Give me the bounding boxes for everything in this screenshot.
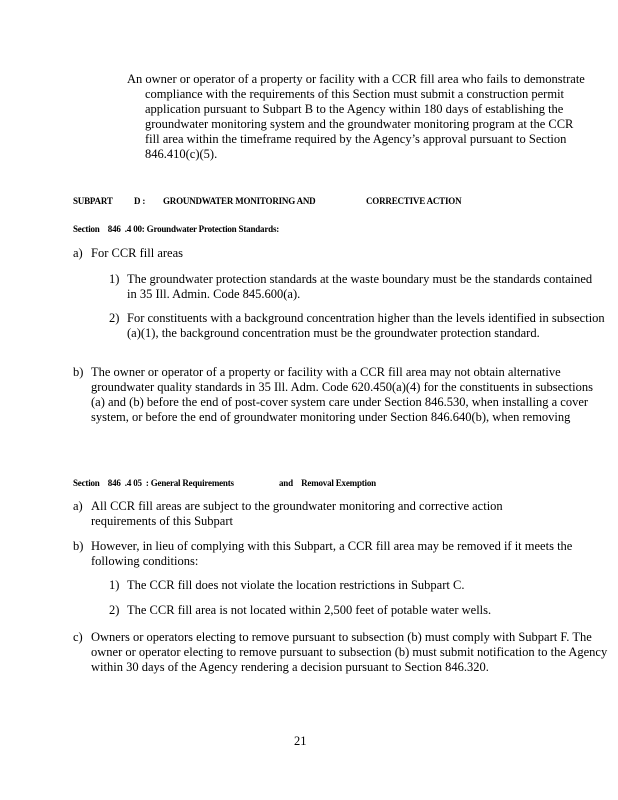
section-405-item-c <box>73 630 613 675</box>
item-text: All CCR fill areas are subject to the groundwater monitoring and corrective action requirements of this Subpart <box>91 499 503 528</box>
item-text: Owners or operators electing to remove pursuant to subsection (b) must comply with Subpart F. The owner or operator electing to remove pursuant to subsection (b) must submit notification to the Agency within 30 days of the Agency rendering a decision pursuant to Section 846.320. <box>91 630 608 674</box>
subitem-label: 2) <box>109 603 120 617</box>
subitem-label: 1) <box>109 272 120 286</box>
item-text: For CCR fill areas <box>91 246 184 260</box>
subitem-text: For constituents with a background concentration higher than the levels identified in subsection (a)(1), the background concentration must be the groundwater protection standard. <box>127 311 605 340</box>
section-400-item-b <box>73 365 601 425</box>
subitem-label: 1) <box>109 578 120 592</box>
section-400-heading: Section 846 .4 00: Groundwater Protection Standards: <box>73 224 280 234</box>
section-400-subitem-1 <box>109 272 602 302</box>
section-405-item-a <box>73 499 561 529</box>
section-405-heading-cont: and Removal Exemption <box>279 478 376 488</box>
intro-paragraph: An owner or operator of a property or facility with a CCR fill area who fails to demonstrate compliance with the requirements of this Section must submit a construction permit application pursuant to Subpart B to the Agency within 180 days of establishing the groundwater monitoring system and the groundwater monitoring program at the CCR fill area within the timeframe required by the Agency’s approval pursuant to Section 846.410(c)(5). <box>127 72 585 161</box>
item-label: a) <box>73 499 83 513</box>
subitem-text: The groundwater protection standards at the waste boundary must be the standards contained in 35 Ill. Admin. Code 845.600(a). <box>127 272 593 301</box>
subitem-label: 2) <box>109 311 120 325</box>
subpart-letter: D : <box>134 196 146 206</box>
section-405-subitem-1 <box>109 578 597 593</box>
item-label: c) <box>73 630 83 644</box>
subpart-title: GROUNDWATER MONITORING AND <box>163 196 316 206</box>
section-405-item-b <box>73 539 581 569</box>
subpart-label: SUBPART <box>73 196 113 206</box>
section-405-heading: Section 846 .4 05 : General Requirements <box>73 478 234 488</box>
section-405-subitem-2 <box>109 603 597 618</box>
page-number: 21 <box>294 734 307 748</box>
subitem-text: The CCR fill area is not located within 2,500 feet of potable water wells. <box>127 603 492 617</box>
subpart-title-cont: CORRECTIVE ACTION <box>366 196 462 206</box>
subitem-text: The CCR fill does not violate the location restrictions in Subpart C. <box>127 578 465 592</box>
item-label: b) <box>73 539 84 553</box>
item-text: However, in lieu of complying with this Subpart, a CCR fill area may be removed if it meets the following conditions: <box>91 539 573 568</box>
section-400-item-a <box>73 246 573 261</box>
item-label: b) <box>73 365 84 379</box>
item-label: a) <box>73 246 83 260</box>
section-400-subitem-2 <box>109 311 607 341</box>
item-text: The owner or operator of a property or facility with a CCR fill area may not obtain alternative groundwater quality standards in 35 Ill. Adm. Code 620.450(a)(4) for the constituents in subsections (a) and (b) before the end of post-cover system care under Section 846.530, when installing a cover system, or before the end of groundwater monitoring under Section 846.640(b), when removing <box>91 365 593 424</box>
